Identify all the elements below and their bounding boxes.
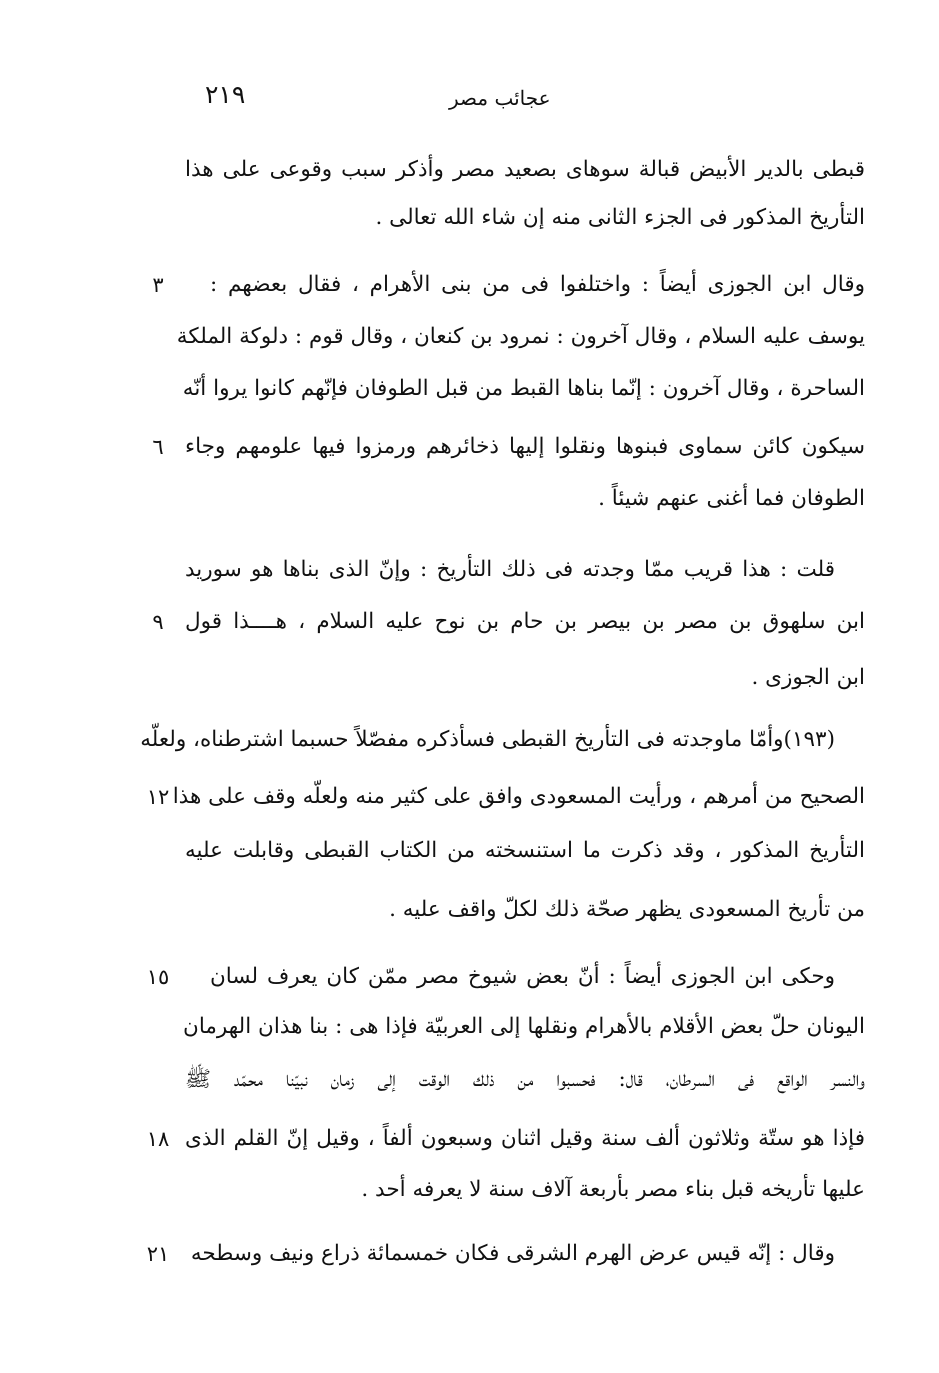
text-line: الساحرة ، وقال آخرون : إنّما بناها القبط من قبل الطوفان فإنّهم كانوا يروا أنّه xyxy=(182,376,865,401)
text-line: سيكون كائن سماوى فبنوها ونقلوا إليها ذخائرهم ورمزوا فيها علومهم وجاء xyxy=(185,434,865,459)
running-title: عجائب مصر xyxy=(449,86,551,110)
line-number: ٦ xyxy=(152,435,164,459)
text-line: الطوفان فما أغنى عنهم شيئاً . xyxy=(598,486,865,511)
text-line: التأريخ المذكور فى الجزء الثانى منه إن شاء الله تعالى . xyxy=(375,205,865,230)
line-number: ١٢ xyxy=(146,785,170,809)
text-line: وحكى ابن الجوزى أيضاً : أنّ بعض شيوخ مصر ممّن كان يعرف لسان xyxy=(210,964,835,989)
line-number: ٩ xyxy=(152,610,164,634)
line-number: ١٥ xyxy=(146,965,170,989)
text-line: فإذا هو ستّة وثلاثون ألف سنة وقيل اثنان وسبعون ألفاً ، وقيل إنّ القلم الذى xyxy=(185,1126,865,1151)
text-line: اليونان حلّ بعض الأقلام بالأهرام ونقلها إلى العربيّة فإذا هى : بنا هذان الهرمان xyxy=(183,1014,865,1039)
text-line: التأريخ المذكور ، وقد ذكرت ما استنسخته من الكتاب القبطى وقابلت عليه xyxy=(185,838,865,863)
text-line: (١٩٣)وأمّا ماوجدته فى التأريخ القبطى فسأذكره مفصّلاً حسبما اشترطناه، ولعلّه xyxy=(140,727,835,752)
text-line: وقال : إنّه قيس عرض الهرم الشرقى فكان خمسمائة ذراع ونيف وسطحه xyxy=(190,1241,835,1266)
text-line: قلت : هذا قريب ممّا وجدته فى ذلك التأريخ : وإنّ الذى بناها هو سوريد xyxy=(185,557,835,582)
text-line: يوسف عليه السلام ، وقال آخرون : نمرود بن كنعان ، وقال قوم : دلوكة الملكة xyxy=(176,324,865,349)
text-line: قبطى بالدير الأبيض قبالة سوهاى بصعيد مصر وأذكر سبب وقوعى على هذا xyxy=(185,157,865,182)
text-line: الصحيح من أمرهم ، ورأيت المسعودى وافق على كثير منه ولعلّه وقف على هذا xyxy=(172,784,865,809)
text-line: والنسر الواقع فى السرطان، قال: فحسبوا من ذلك الوقت إلى زمان نبيّنا محمّد ﷺ xyxy=(185,1067,865,1092)
page-number: ٢١٩ xyxy=(205,80,246,109)
text-line: من تأريخ المسعودى يظهر صحّة ذلك لكلّ واقف عليه . xyxy=(389,897,865,922)
line-number: ٣ xyxy=(152,273,164,297)
line-number: ١٨ xyxy=(146,1127,170,1151)
line-number: ٢١ xyxy=(146,1242,170,1266)
text-line: عليها تأريخه قبل بناء مصر بأربعة آلاف سنة لا يعرفه أحد . xyxy=(361,1177,865,1202)
text-line: وقال ابن الجوزى أيضاً : واختلفوا فى من بنى الأهرام ، فقال بعضهم : xyxy=(210,272,865,297)
text-line: ابن سلهوق بن مصر بن بيصر بن حام بن نوح عليه السلام ، هــــذا قول xyxy=(185,609,865,634)
text-line: ابن الجوزى . xyxy=(751,665,865,690)
